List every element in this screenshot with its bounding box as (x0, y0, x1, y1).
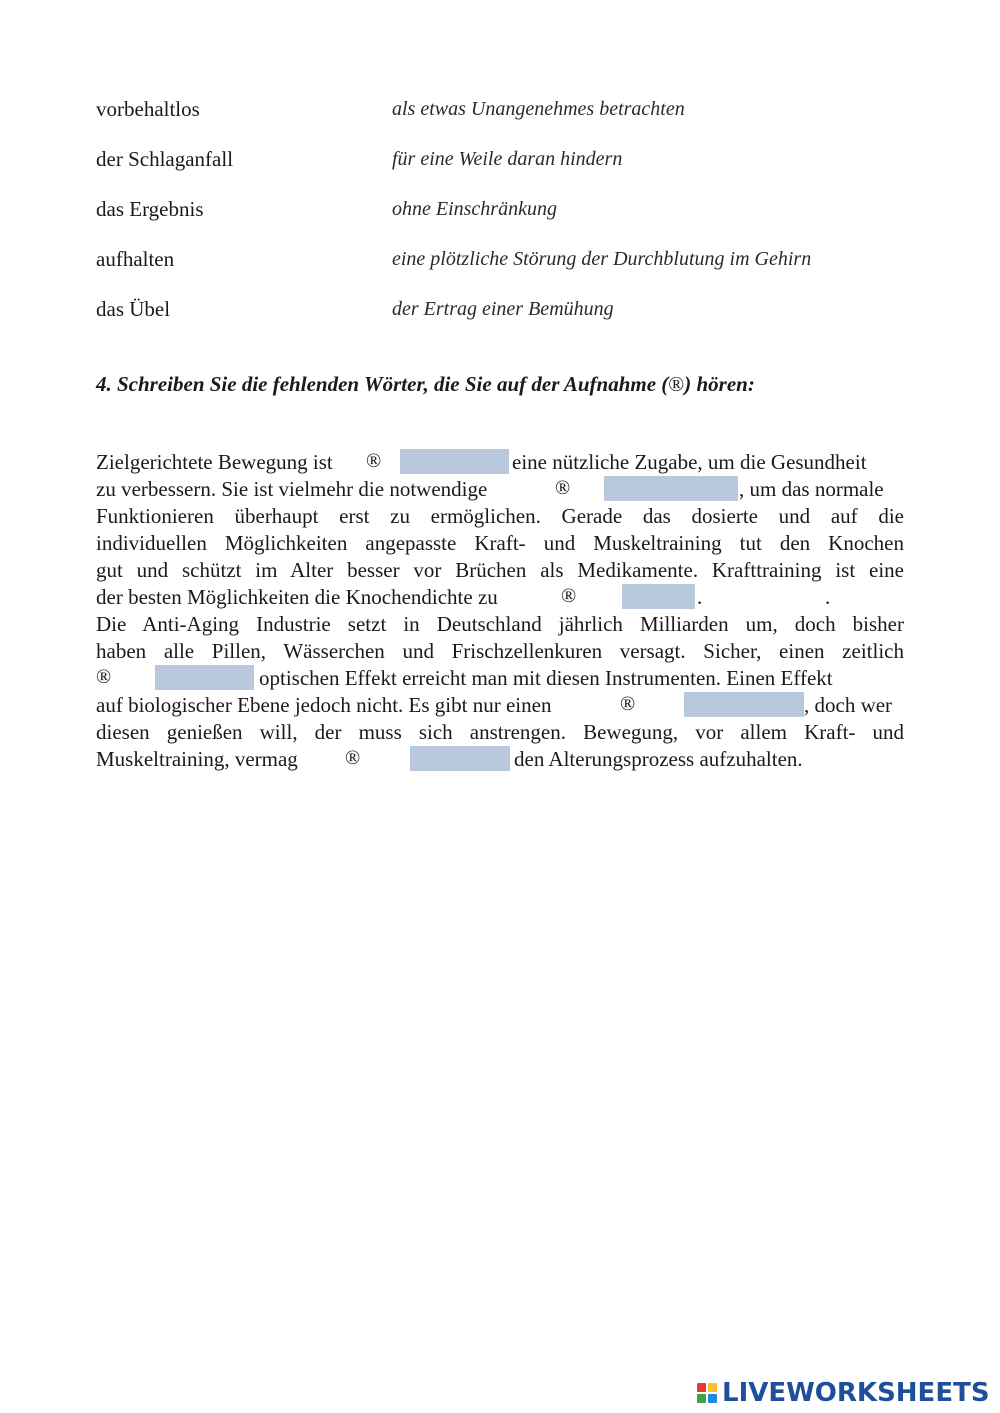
definition-1: als etwas Unangenehmes betrachten (392, 98, 685, 120)
term-uebel: das Übel (96, 297, 171, 321)
audio-play-icon[interactable]: ® (366, 450, 382, 472)
audio-play-icon[interactable]: ® (345, 747, 361, 769)
cloze-line-12b: den Alterungsprozess aufzuhalten. (514, 747, 803, 771)
cloze-line-4: individuellen Möglichkeiten angepasste Kraft- und Muskeltraining tut den Knochen (96, 531, 904, 555)
cloze-line-6b: . (697, 585, 703, 609)
task-4-heading (96, 372, 755, 397)
term-aufhalten: aufhalten (96, 247, 175, 271)
blank-input-3[interactable] (622, 584, 695, 609)
liveworksheets-logo-icon (697, 1383, 717, 1403)
cloze-line-6c: . (825, 585, 831, 609)
blank-input-4[interactable] (155, 665, 254, 690)
cloze-line-5: gut und schützt im Alter besser vor Brüchen als Medikamente. Krafttraining ist eine (96, 558, 904, 582)
term-vorbehaltlos: vorbehaltlos (96, 97, 200, 121)
cloze-line-10b: , doch wer (804, 693, 893, 717)
cloze-line-1b: eine nützliche Zugabe, um die Gesundheit (512, 450, 867, 474)
definition-3: ohne Einschränkung (392, 198, 557, 220)
logo-square-yellow (708, 1383, 717, 1392)
cloze-line-6a: der besten Möglichkeiten die Knochendichte zu (96, 585, 498, 609)
definition-5: der Ertrag einer Bemühung (392, 298, 614, 320)
cloze-line-10a: auf biologischer Ebene jedoch nicht. Es gibt nur einen (96, 693, 552, 717)
definition-4: eine plötzliche Störung der Durchblutung im Gehirn (392, 248, 812, 270)
cloze-line-11: diesen genießen will, der muss sich anstrengen. Bewegung, vor allem Kraft- und (96, 720, 904, 744)
cloze-line-7: Die Anti-Aging Industrie setzt in Deutschland jährlich Milliarden um, doch bisher (96, 612, 904, 636)
cloze-line-9b: optischen Effekt erreicht man mit diesen Instrumenten. Einen Effekt (259, 666, 833, 690)
cloze-line-12a: Muskeltraining, vermag (96, 747, 298, 771)
blank-input-2[interactable] (604, 476, 738, 501)
blank-input-1[interactable] (400, 449, 509, 474)
cloze-line-8: haben alle Pillen, Wässerchen und Frischzellenkuren versagt. Sicher, einen zeitlich (96, 639, 904, 663)
term-ergebnis: das Ergebnis (96, 197, 204, 221)
audio-play-icon[interactable]: ® (561, 585, 577, 607)
cloze-line-2a: zu verbessern. Sie ist vielmehr die notwendige (96, 477, 488, 501)
cloze-line-3: Funktionieren überhaupt erst zu ermöglichen. Gerade das dosierte und auf die (96, 504, 904, 528)
cloze-line-1a: Zielgerichtete Bewegung ist (96, 450, 333, 474)
term-schlaganfall: der Schlaganfall (96, 147, 234, 171)
definition-2: für eine Weile daran hindern (392, 148, 623, 170)
liveworksheets-logo (697, 1378, 990, 1408)
logo-square-green (697, 1394, 706, 1403)
blank-input-5[interactable] (684, 692, 804, 717)
audio-play-icon[interactable]: ® (620, 693, 636, 715)
task-4-heading-text: 4. Schreiben Sie die fehlenden Wörter, die Sie auf der Aufnahme ( (96, 372, 669, 396)
audio-play-icon[interactable]: ® (96, 666, 112, 688)
logo-square-red (697, 1383, 706, 1392)
audio-play-icon[interactable]: ® (555, 477, 571, 499)
task-4-heading-end: ) hören: (684, 372, 755, 396)
logo-text: LIVEWORKSHEETS (722, 1378, 990, 1408)
logo-square-blue (708, 1394, 717, 1403)
blank-input-6[interactable] (410, 746, 510, 771)
cloze-line-2b: , um das normale (739, 477, 884, 501)
audio-symbol-icon: ® (668, 372, 685, 396)
